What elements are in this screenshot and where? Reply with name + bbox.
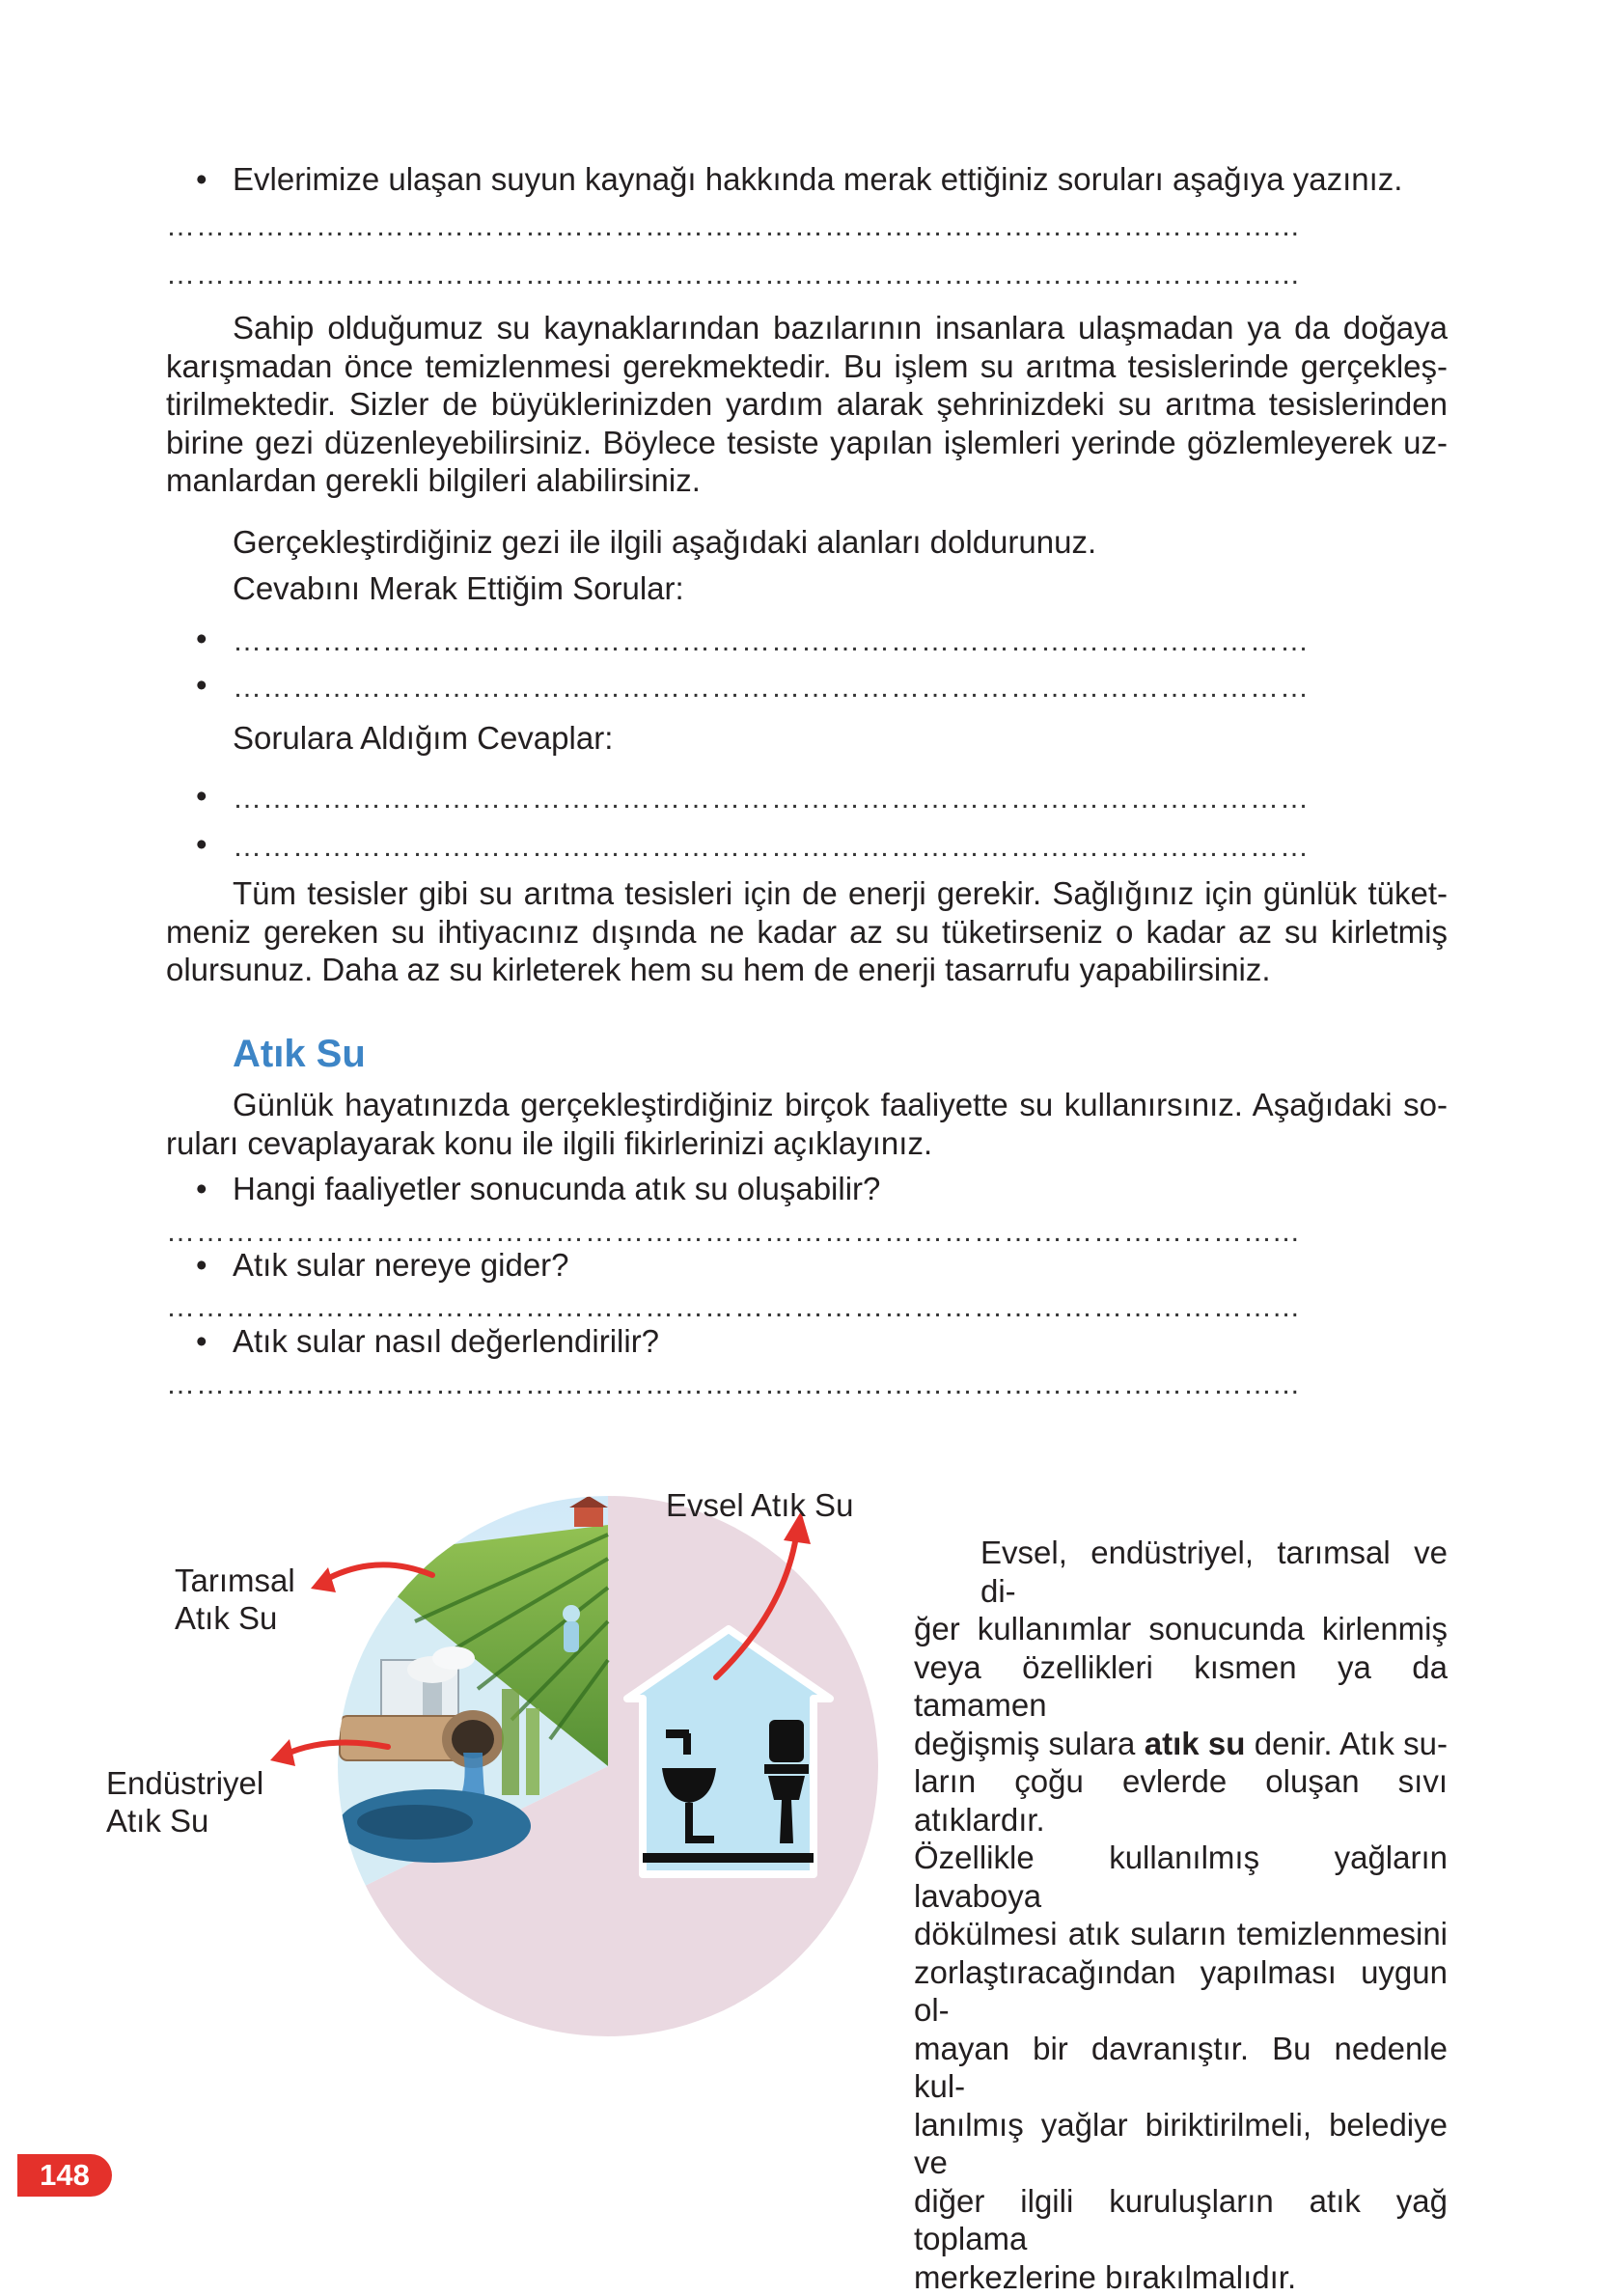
side-text-line: Evsel, endüstriyel, tarımsal ve di-: [914, 1534, 1448, 1610]
paragraph-line: Günlük hayatınızda gerçekleştirdiğiniz birçok faaliyette su kullanırsınız. Aşağıdaki so-: [166, 1086, 1448, 1124]
side-text-line: lanılmış yağlar biriktirilmeli, belediye ve: [914, 2106, 1448, 2182]
side-text-line: ğer kullanımlar sonucunda kirlenmiş: [914, 1610, 1448, 1648]
side-text-fragment: değişmiş sulara: [914, 1726, 1145, 1761]
question-answer-line[interactable]: ………………………………………………………………………………………………: [233, 627, 1422, 656]
answer-line[interactable]: …………………………………………………………………………………………………...: [166, 1293, 1448, 1322]
section-title: Atık Su: [233, 1033, 366, 1076]
side-text: [914, 1534, 1448, 2296]
paragraph-line: Tüm tesisler gibi su arıtma tesisleri için de enerji gerekir. Sağlığınız için günlük tüket-: [166, 874, 1448, 913]
bullet-dot: •: [196, 1246, 207, 1285]
page-number: 148: [17, 2154, 112, 2197]
side-text-line: dökülmesi atık suların temizlenmesini: [914, 1915, 1448, 1953]
label-domestic: Evsel Atık Su: [666, 1486, 853, 1524]
question-text: Hangi faaliyetler sonucunda atık su oluşabilir?: [233, 1170, 880, 1208]
trip-instruction: Gerçekleştirdiğiniz gezi ile ilgili aşağıdaki alanları doldurunuz.: [233, 523, 1096, 562]
side-text-line: Özellikle kullanılmış yağların lavaboya: [914, 1839, 1448, 1915]
bullet-dot: •: [196, 620, 207, 658]
paragraph-energy: [166, 874, 1448, 989]
label-agricultural: [175, 1562, 295, 1637]
label-line: Atık Su: [106, 1802, 263, 1840]
answer-line[interactable]: ………………………………………………………………………………………………: [233, 785, 1422, 814]
question-answer-line[interactable]: ………………………………………………………………………………………………: [233, 674, 1422, 703]
bullet-dot: •: [196, 160, 207, 199]
question-text: Atık sular nereye gider?: [233, 1246, 569, 1285]
answer-line[interactable]: …………………………………………………………………………………………………...: [166, 212, 1448, 241]
answer-line[interactable]: …………………………………………………………………………………………………...: [166, 261, 1448, 290]
term-atik-su: atık su: [1145, 1726, 1246, 1761]
bullet-dot: •: [196, 825, 207, 864]
side-text-line: [914, 1725, 1448, 1763]
paragraph-line: olursunuz. Daha az su kirleterek hem su hem de enerji tasarrufu yapabilirsiniz.: [166, 951, 1448, 989]
bullet-dot: •: [196, 777, 207, 816]
paragraph-line: ruları cevaplayarak konu ile ilgili fikirlerinizi açıklayınız.: [166, 1124, 1448, 1163]
intro-bullet-text: Evlerimize ulaşan suyun kaynağı hakkında merak ettiğiniz soruları aşağıya yazınız.: [233, 160, 1402, 199]
side-text-fragment: denir. Atık su-: [1245, 1726, 1448, 1761]
side-text-line: mayan bir davranıştır. Bu nedenle kul-: [914, 2030, 1448, 2106]
side-text-line: veya özellikleri kısmen ya da tamamen: [914, 1648, 1448, 1725]
section-intro: [166, 1086, 1448, 1162]
questions-heading: Cevabını Merak Ettiğim Sorular:: [233, 569, 684, 608]
bullet-dot: •: [196, 666, 207, 705]
side-text-line: diğer ilgili kuruluşların atık yağ toplama: [914, 2182, 1448, 2258]
paragraph-line: karışmadan önce temizlenmesi gerekmektedir. Bu işlem su arıtma tesislerinde gerçekleş-: [166, 347, 1448, 386]
paragraph-line: birine gezi düzenleyebilirsiniz. Böylece tesiste yapılan işlemleri yerinde gözlemleyerek uz-: [166, 424, 1448, 462]
paragraph-line: manlardan gerekli bilgileri alabilirsiniz.: [166, 461, 1448, 500]
answer-line[interactable]: …………………………………………………………………………………………………...: [166, 1370, 1448, 1399]
side-text-line: ların çoğu evlerde oluşan sıvı atıklardır.: [914, 1762, 1448, 1839]
bullet-dot: •: [196, 1170, 207, 1208]
paragraph-treatment: [166, 309, 1448, 500]
answer-line[interactable]: ………………………………………………………………………………………………: [233, 833, 1422, 862]
paragraph-line: Sahip olduğumuz su kaynaklarından bazılarının insanlara ulaşmadan ya da doğaya: [166, 309, 1448, 347]
paragraph-line: meniz gereken su ihtiyacınız dışında ne kadar az su tüketirseniz o kadar az su kirletmiş: [166, 913, 1448, 952]
label-line: Tarımsal: [175, 1562, 295, 1599]
question-text: Atık sular nasıl değerlendirilir?: [233, 1322, 659, 1361]
label-line: Endüstriyel: [106, 1764, 263, 1802]
answer-line[interactable]: …………………………………………………………………………………………………...: [166, 1218, 1448, 1247]
label-line: Atık Su: [175, 1599, 295, 1637]
answers-heading: Sorulara Aldığım Cevaplar:: [233, 719, 613, 758]
bullet-dot: •: [196, 1322, 207, 1361]
paragraph-line: tirilmektedir. Sizler de büyüklerinizden yardım alarak şehrinizdeki su arıtma tesislerinden: [166, 385, 1448, 424]
label-industrial: [106, 1764, 263, 1840]
side-text-line: zorlaştıracağından yapılması uygun ol-: [914, 1953, 1448, 2030]
side-text-line: merkezlerine bırakılmalıdır.: [914, 2258, 1448, 2296]
